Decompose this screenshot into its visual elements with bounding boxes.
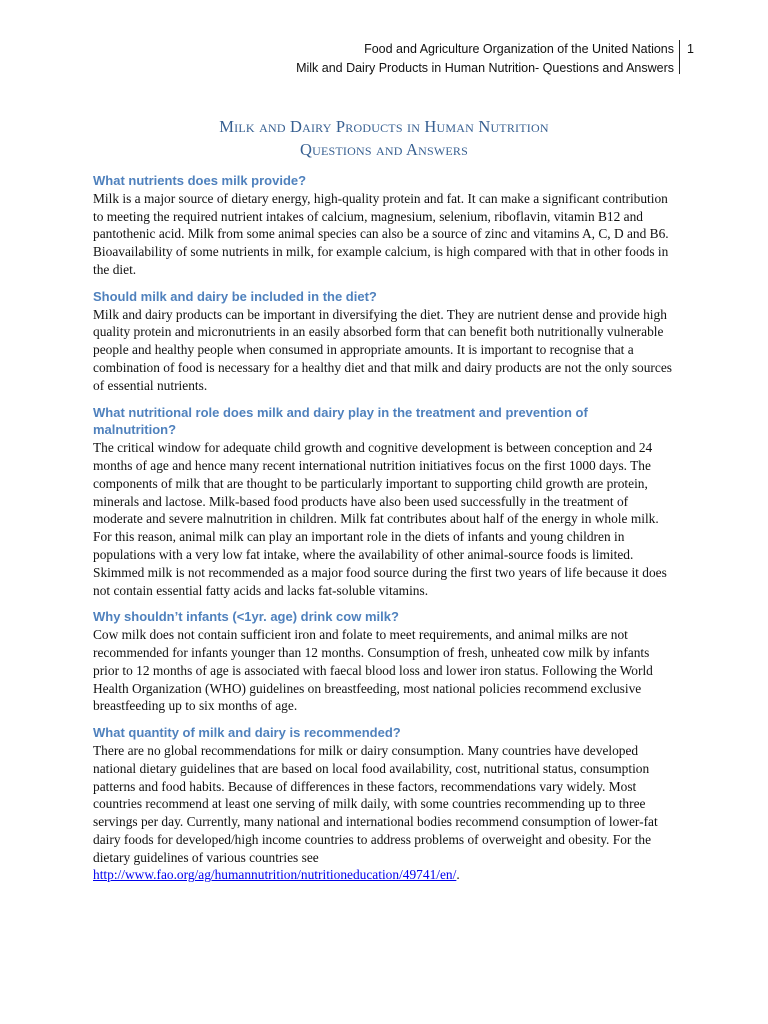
question-heading: Why shouldn’t infants (<1yr. age) drink cow milk?: [93, 609, 399, 625]
question-heading: What nutritional role does milk and dairy play in the treatment and prevention of malnutrition?: [93, 404, 588, 438]
document-body: [93, 172, 673, 893]
answer-paragraph: Milk is a major source of dietary energy, high-quality protein and fat. It can make a significant contribution to meeting the required nutrient intakes of calcium, magnesium, selenium, riboflavin, vitamin B12 and pantothenic acid. Milk from some animal species can also be a source of zinc and vitamins A, C, D and B6. Bioavailability of some nutrients in milk, for example calcium, is high compared with that in other foods in the diet.: [93, 190, 669, 277]
question-heading: What quantity of milk and dairy is recommended?: [93, 725, 401, 741]
answer-paragraph: Cow milk does not contain sufficient iron and folate to meet requirements, and animal milks are not recommended for infants younger than 12 months. Consumption of fresh, unheated cow milk by infants prior to 12 months of age is associated with faecal blood loss and lower iron status. Following the World Health Organization (WHO) guidelines on breastfeeding, most national policies recommend exclusive breastfeeding up to six months of age.: [93, 627, 653, 714]
title-line-2: Questions and Answers: [299, 140, 469, 159]
qa-section-nutrients: [93, 172, 673, 279]
answer-period: .: [456, 867, 460, 883]
page-number: 1: [687, 42, 694, 56]
header-divider: [679, 40, 680, 74]
page-title: [0, 115, 768, 161]
header-document-title: Milk and Dairy Products in Human Nutrition- Questions and Answers: [296, 60, 674, 75]
answer-paragraph: The critical window for adequate child growth and cognitive development is between conception and 24 months of age and hence many recent international nutrition initiatives focus on the first 1000 days. The components of milk that are thought to be particularly important to supporting child growth are protein, minerals and lactose. Milk-based food products have also been used successfully in the treatment of moderate and severe malnutrition in children. Milk fat contributes about half of the energy in whole milk. For this reason, animal milk can play an important role in the diets of infants and young children in populations with a very low fat intake, where the availability of other animal-source foods is limited. Skimmed milk is not recommended as a major food source during the first two years of life because it does not contain essential fatty acids and lacks fat-soluble vitamins.: [93, 440, 667, 598]
fao-guidelines-link[interactable]: http://www.fao.org/ag/humannutrition/nutritioneducation/49741/en/: [93, 867, 457, 883]
question-heading: Should milk and dairy be included in the diet?: [93, 288, 377, 304]
answer-text: There are no global recommendations for milk or dairy consumption. Many countries have developed national dietary guidelines that are based on local food availability, cost, nutritional status, consumption patterns and food habits. Because of differences in these factors, recommendations vary widely. Most countries recommend at least one serving of milk daily, with some countries recommending up to three servings per day. Currently, many national and international bodies recommend consumption of lower-fat dairy foods for developed/high income countries to address problems of overweight and obesity. For the dietary guidelines of various countries see: [93, 742, 658, 865]
qa-section-infants: [93, 608, 673, 715]
qa-section-malnutrition: [93, 404, 673, 600]
answer-paragraph: [93, 742, 673, 884]
title-line-1: Milk and Dairy Products in Human Nutrition: [219, 117, 549, 136]
qa-section-quantity: [93, 724, 673, 884]
running-header: [296, 40, 674, 77]
qa-section-diet: [93, 288, 673, 395]
answer-paragraph: Milk and dairy products can be important in diversifying the diet. They are nutrient dense and provide high quality protein and micronutrients in an easily absorbed form that can benefit both nutritionally vulnerable people and healthy people when consumed in appropriate amounts. It is important to recognise that a combination of food is necessary for a healthy diet and that milk and dairy products are not the only sources of essential nutrients.: [93, 306, 672, 393]
question-heading: What nutrients does milk provide?: [93, 173, 307, 188]
header-organization: Food and Agriculture Organization of the United Nations: [364, 42, 674, 56]
